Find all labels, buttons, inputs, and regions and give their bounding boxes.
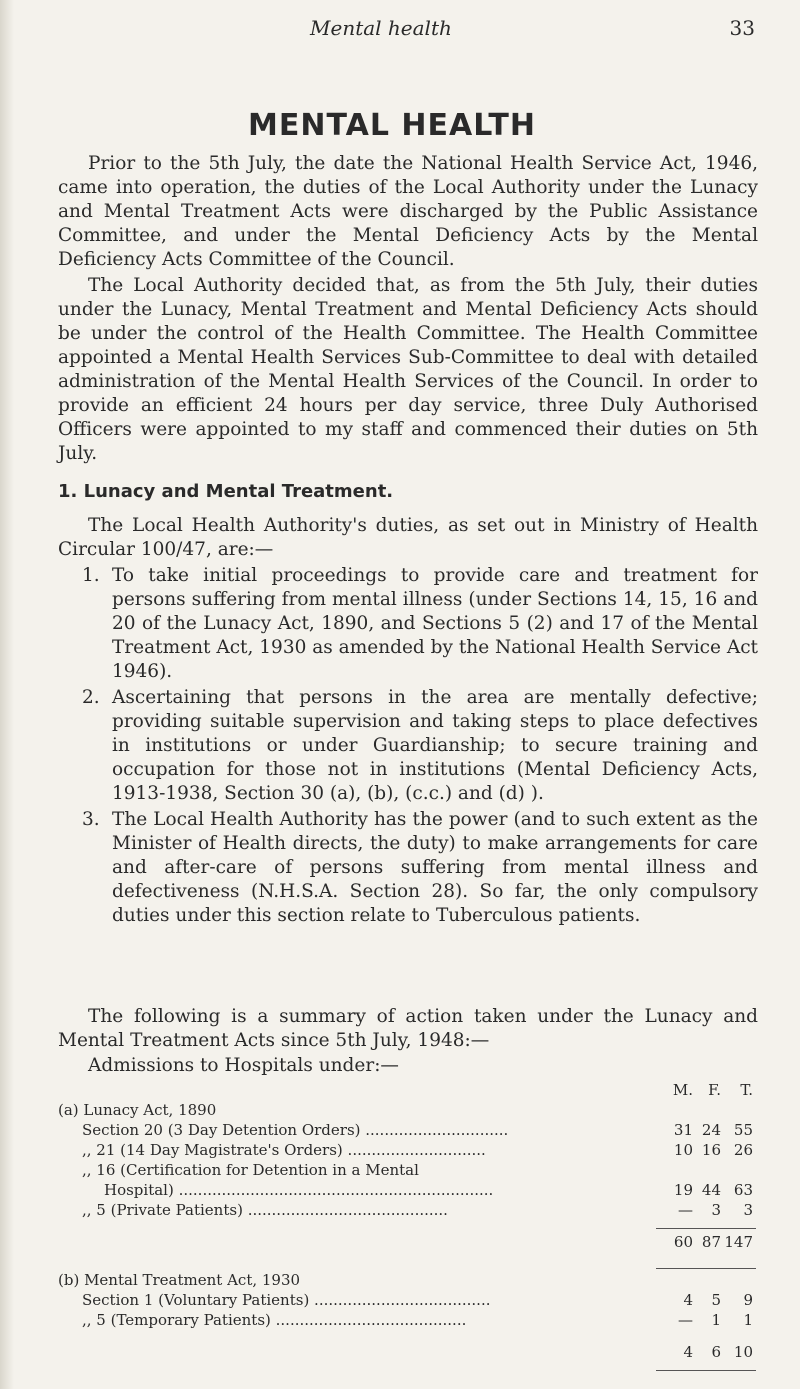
list-item-number: 3. [82,809,100,830]
list-item-number: 1. [82,565,100,586]
table-row [58,1120,758,1140]
row-m: — [678,1201,693,1219]
row-t: 3 [743,1201,753,1219]
row-f: 5 [711,1291,721,1309]
total-rule-b [656,1370,756,1371]
intro-paragraph-1 [58,152,758,272]
row-label: ,, 5 (Temporary Patients) ........................................ [82,1311,467,1329]
total-m: 60 [673,1233,693,1251]
list-item [82,686,758,806]
total-t: 147 [724,1233,753,1251]
total-m: 4 [683,1343,693,1361]
row-f: 1 [711,1311,721,1329]
summary-paragraph [58,1005,758,1053]
table-header-row [58,1080,758,1100]
total-rule-bottom [656,1268,756,1269]
row-label: ,, 5 (Private Patients) .......................................... [82,1201,448,1219]
table-row [58,1180,758,1200]
column-header-t: T. [740,1081,753,1099]
row-label: ,, 16 (Certification for Detention in a Mental [82,1161,419,1179]
page-title: MENTAL HEALTH [248,108,536,143]
row-f: 16 [701,1141,721,1159]
list-item-text: To take initial proceedings to provide care and treatment for persons suffering from mental illness (under Sections 14, 15, 16 and 20 of the Lunacy Act, 1890, and Sections 5 (2) and 17 of the Mental Treatment Act, 1930 as amended by the National Health Service Act 1946). [112,565,758,682]
row-t: 63 [733,1181,753,1199]
running-head-title: Mental health [310,16,452,40]
row-m: 19 [673,1181,693,1199]
section-lead [58,514,758,562]
admissions-label: Admissions to Hospitals under:— [88,1055,399,1076]
admissions-table [58,1080,758,1362]
duties-list [82,564,758,930]
total-t: 10 [733,1343,753,1361]
table-row [58,1290,758,1310]
row-f: 24 [701,1121,721,1139]
table-row [58,1160,758,1180]
total-f: 6 [711,1343,721,1361]
table-row [58,1200,758,1220]
row-label: Hospital) .................................................................. [104,1181,494,1199]
row-label: Section 1 (Voluntary Patients) ..................................... [82,1291,491,1309]
page-edge-shadow [0,0,14,1389]
column-header-f: F. [708,1081,721,1099]
group-a-label: (a) Lunacy Act, 1890 [58,1101,217,1119]
total-rule-top [656,1228,756,1229]
row-m: 10 [673,1141,693,1159]
total-f: 87 [701,1233,721,1251]
row-m: 31 [673,1121,693,1139]
section-lead-text: The Local Health Authority's duties, as set out in Ministry of Health Circular 100/47, are:— [58,515,758,560]
table-row [58,1310,758,1330]
running-head [300,14,760,44]
table-row [58,1140,758,1160]
list-item [82,564,758,684]
column-header-m: M. [672,1081,693,1099]
group-a-label-row [58,1100,758,1120]
list-item-number: 2. [82,687,100,708]
group-b-label: (b) Mental Treatment Act, 1930 [58,1271,301,1289]
row-f: 44 [701,1181,721,1199]
row-t: 9 [743,1291,753,1309]
row-m: — [678,1311,693,1329]
group-b-label-row [58,1270,758,1290]
summary-text: The following is a summary of action taken under the Lunacy and Mental Treatment Acts since 5th July, 1948:— [58,1006,758,1051]
row-t: 26 [733,1141,753,1159]
row-t: 1 [743,1311,753,1329]
intro-text-1: Prior to the 5th July, the date the National Health Service Act, 1946, came into operation, the duties of the Local Authority under the Lunacy and Mental Treatment Acts were discharged by the Public Assistance Committee, and under the Mental Deficiency Acts by the Mental Deficiency Acts Committee of the Council. [58,153,758,270]
row-label: ,, 21 (14 Day Magistrate's Orders) ............................. [82,1141,486,1159]
page-number: 33 [729,16,755,40]
row-label: Section 20 (3 Day Detention Orders) .............................. [82,1121,509,1139]
intro-paragraph-2 [58,274,758,466]
list-item-text: The Local Health Authority has the power (and to such extent as the Minister of Health directs, the duty) to make arrangements for care and after-care of persons suffering from mental illness and defectiveness (N.H.S.A. Section 28). So far, the only compulsory duties under this section relate to Tuberculous patients. [112,809,758,926]
row-t: 55 [733,1121,753,1139]
list-item [82,808,758,928]
list-item-text: Ascertaining that persons in the area are mentally defective; providing suitable supervision and taking steps to place defectives in institutions or under Guardianship; to secure training and occupation for those not in institutions (Mental Deficiency Acts, 1913-1938, Section 30 (a), (b), (c.c.) and (d) ). [112,687,758,804]
row-m: 4 [683,1291,693,1309]
total-row-a [58,1232,758,1252]
total-row-b [58,1342,758,1362]
intro-text-2: The Local Authority decided that, as from the 5th July, their duties under the Lunacy, Mental Treatment and Mental Deficiency Acts should be under the control of the Health Committee. The Health Committee appointed a Mental Health Services Sub-Committee to deal with detailed administration of the Mental Health Services of the Council. In order to provide an efficient 24 hours per day service, three Duly Authorised Officers were appointed to my staff and commenced their duties on 5th July. [58,275,758,464]
row-f: 3 [711,1201,721,1219]
section-heading: 1. Lunacy and Mental Treatment. [58,481,394,502]
